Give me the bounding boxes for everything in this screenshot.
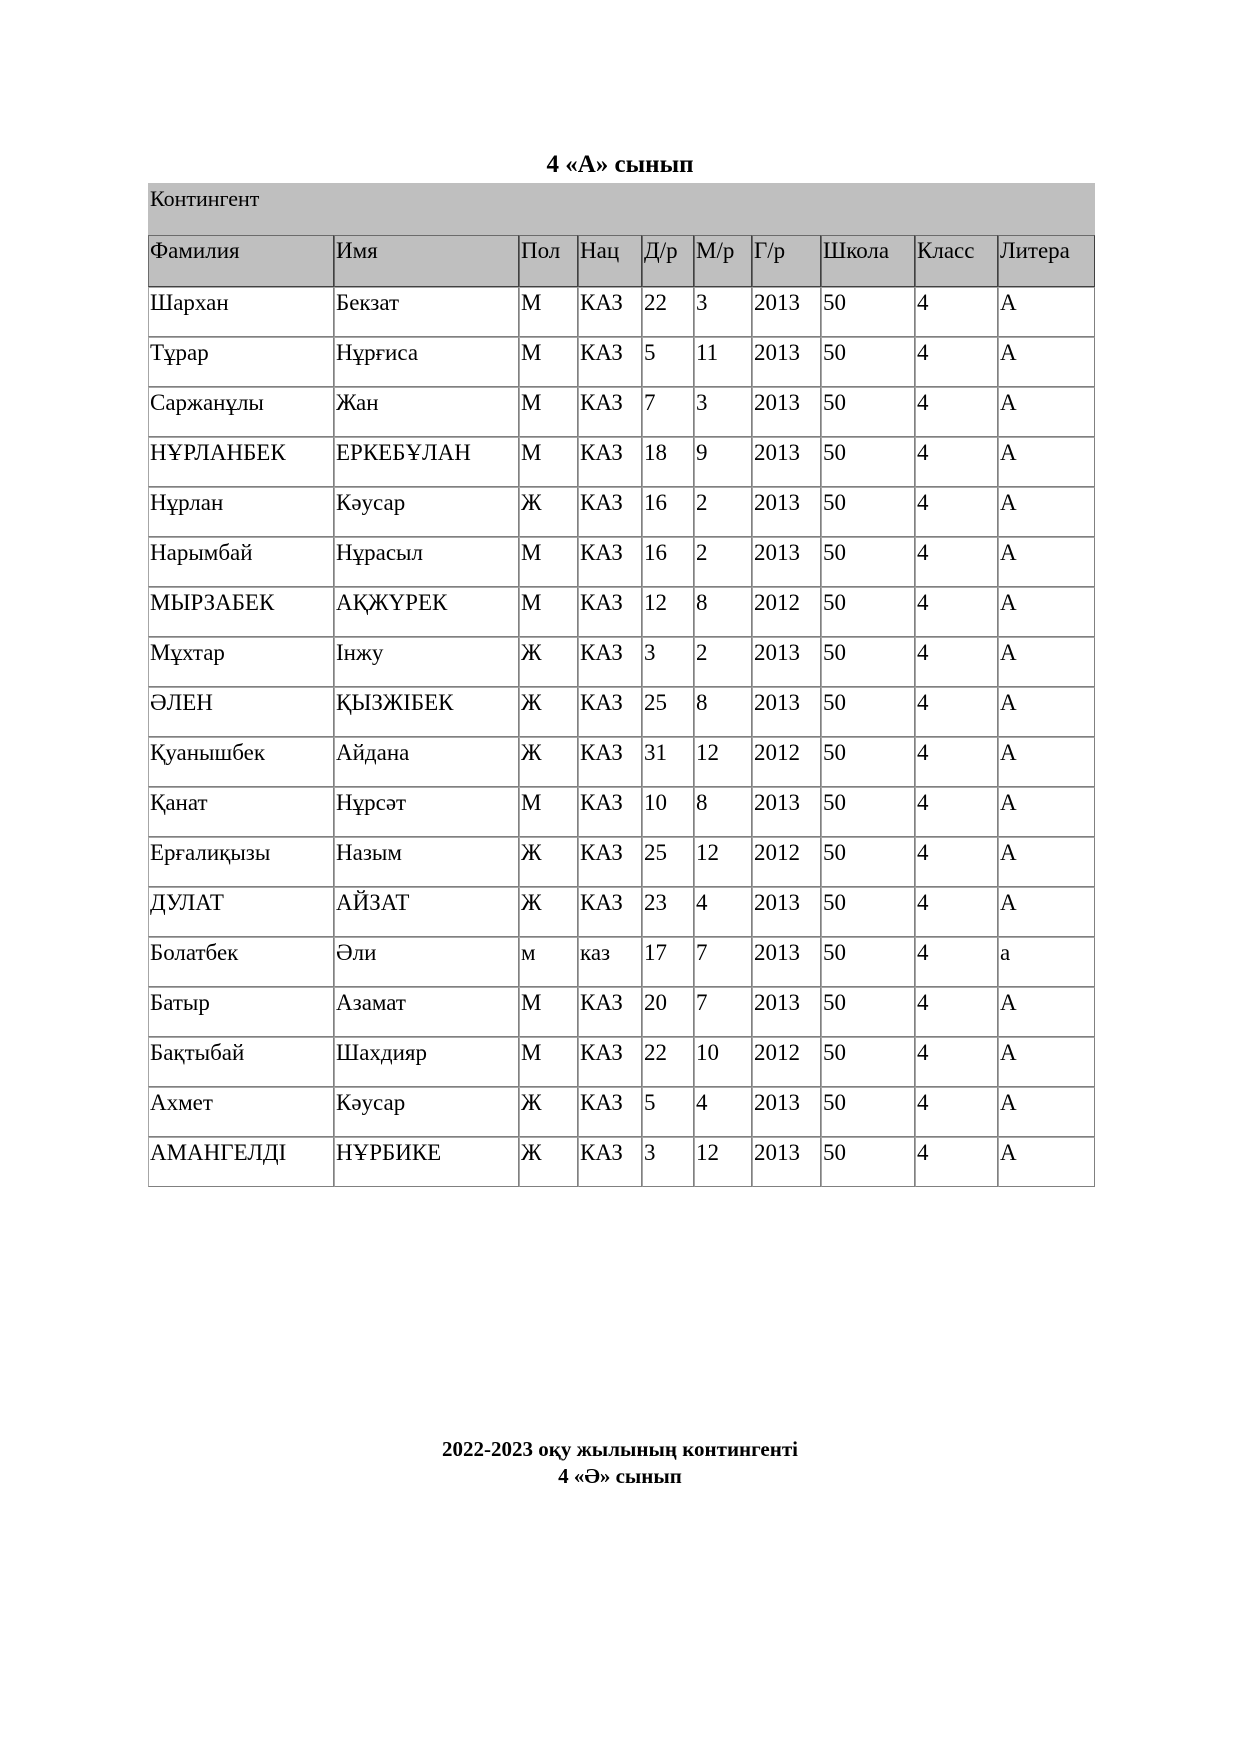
cell-grade: 4 [915, 387, 998, 437]
cell-nationality: КАЗ [578, 1037, 642, 1087]
cell-school: 50 [821, 1087, 915, 1137]
cell-letter: А [998, 587, 1095, 637]
cell-birth-year: 2013 [752, 337, 821, 387]
cell-gender: М [519, 587, 578, 637]
header-letter: Литера [998, 235, 1095, 287]
cell-school: 50 [821, 537, 915, 587]
cell-gender: Ж [519, 887, 578, 937]
cell-birth-year: 2013 [752, 1137, 821, 1187]
table-row [148, 687, 1095, 737]
cell-birth-month: 3 [694, 387, 752, 437]
cell-birth-month: 3 [694, 287, 752, 337]
cell-birth-month: 4 [694, 887, 752, 937]
cell-gender: Ж [519, 637, 578, 687]
cell-letter: А [998, 1087, 1095, 1137]
table-row [148, 537, 1095, 587]
cell-nationality: КАЗ [578, 437, 642, 487]
cell-surname: Саржанұлы [148, 387, 334, 437]
cell-birth-year: 2012 [752, 587, 821, 637]
cell-gender: М [519, 437, 578, 487]
cell-birth-day: 5 [642, 337, 694, 387]
cell-surname: Қуанышбек [148, 737, 334, 787]
cell-surname: Болатбек [148, 937, 334, 987]
cell-name: Азамат [334, 987, 519, 1037]
cell-school: 50 [821, 1037, 915, 1087]
header-gender: Пол [519, 235, 578, 287]
cell-letter: А [998, 637, 1095, 687]
cell-letter: А [998, 1137, 1095, 1187]
cell-school: 50 [821, 687, 915, 737]
table-row [148, 337, 1095, 387]
header-birth-day: Д/р [642, 235, 694, 287]
table-row [148, 287, 1095, 337]
cell-birth-month: 7 [694, 987, 752, 1037]
cell-name: ЕРКЕБҰЛАН [334, 437, 519, 487]
cell-birth-month: 2 [694, 487, 752, 537]
cell-surname: Ерғалиқызы [148, 837, 334, 887]
cell-letter: А [998, 987, 1095, 1037]
table-row [148, 1087, 1095, 1137]
header-name: Имя [334, 235, 519, 287]
cell-birth-year: 2012 [752, 737, 821, 787]
cell-letter: А [998, 687, 1095, 737]
cell-school: 50 [821, 737, 915, 787]
cell-letter: А [998, 1037, 1095, 1087]
cell-letter: А [998, 387, 1095, 437]
cell-grade: 4 [915, 337, 998, 387]
cell-school: 50 [821, 937, 915, 987]
table-row [148, 387, 1095, 437]
cell-school: 50 [821, 387, 915, 437]
cell-grade: 4 [915, 487, 998, 537]
cell-nationality: КАЗ [578, 987, 642, 1037]
cell-gender: М [519, 787, 578, 837]
cell-school: 50 [821, 887, 915, 937]
table-row [148, 787, 1095, 837]
cell-nationality: КАЗ [578, 387, 642, 437]
cell-letter: А [998, 837, 1095, 887]
cell-birth-day: 20 [642, 987, 694, 1037]
cell-name: Кәусар [334, 1087, 519, 1137]
cell-birth-year: 2013 [752, 887, 821, 937]
table-row [148, 737, 1095, 787]
cell-surname: Бақтыбай [148, 1037, 334, 1087]
table-row [148, 887, 1095, 937]
cell-school: 50 [821, 637, 915, 687]
cell-birth-year: 2013 [752, 487, 821, 537]
cell-name: Інжу [334, 637, 519, 687]
cell-birth-month: 10 [694, 1037, 752, 1087]
table-row [148, 1037, 1095, 1087]
cell-grade: 4 [915, 1037, 998, 1087]
cell-nationality: КАЗ [578, 587, 642, 637]
cell-grade: 4 [915, 787, 998, 837]
cell-name: Кәусар [334, 487, 519, 537]
cell-birth-month: 12 [694, 737, 752, 787]
cell-surname: НҰРЛАНБЕК [148, 437, 334, 487]
cell-birth-day: 18 [642, 437, 694, 487]
cell-school: 50 [821, 787, 915, 837]
cell-birth-day: 5 [642, 1087, 694, 1137]
cell-gender: Ж [519, 1087, 578, 1137]
cell-birth-year: 2013 [752, 687, 821, 737]
cell-birth-year: 2012 [752, 1037, 821, 1087]
cell-surname: Ахмет [148, 1087, 334, 1137]
contingent-table [148, 183, 1095, 1187]
cell-grade: 4 [915, 737, 998, 787]
cell-surname: ДУЛАТ [148, 887, 334, 937]
cell-name: Назым [334, 837, 519, 887]
cell-birth-day: 7 [642, 387, 694, 437]
cell-letter: А [998, 737, 1095, 787]
cell-name: Айдана [334, 737, 519, 787]
cell-letter: А [998, 487, 1095, 537]
cell-birth-day: 17 [642, 937, 694, 987]
cell-letter: А [998, 787, 1095, 837]
cell-letter: а [998, 937, 1095, 987]
cell-gender: М [519, 387, 578, 437]
cell-grade: 4 [915, 937, 998, 987]
cell-nationality: КАЗ [578, 487, 642, 537]
cell-birth-year: 2013 [752, 987, 821, 1037]
cell-birth-year: 2013 [752, 387, 821, 437]
cell-name: Нұрғиса [334, 337, 519, 387]
table-row [148, 637, 1095, 687]
cell-nationality: КАЗ [578, 537, 642, 587]
cell-grade: 4 [915, 537, 998, 587]
cell-birth-year: 2013 [752, 437, 821, 487]
cell-grade: 4 [915, 587, 998, 637]
cell-birth-month: 7 [694, 937, 752, 987]
footer-year-title: 2022-2023 оқу жылының контингенті [441, 1437, 798, 1461]
cell-gender: Ж [519, 737, 578, 787]
cell-birth-month: 9 [694, 437, 752, 487]
cell-birth-day: 3 [642, 1137, 694, 1187]
cell-surname: Батыр [148, 987, 334, 1037]
cell-grade: 4 [915, 287, 998, 337]
table-caption: Контингент [148, 183, 1095, 235]
cell-gender: М [519, 537, 578, 587]
cell-name: Бекзат [334, 287, 519, 337]
cell-nationality: КАЗ [578, 1087, 642, 1137]
cell-birth-day: 22 [642, 287, 694, 337]
cell-grade: 4 [915, 687, 998, 737]
cell-birth-month: 12 [694, 837, 752, 887]
cell-birth-day: 3 [642, 637, 694, 687]
cell-birth-day: 31 [642, 737, 694, 787]
header-nationality: Нац [578, 235, 642, 287]
cell-nationality: КАЗ [578, 737, 642, 787]
cell-school: 50 [821, 287, 915, 337]
cell-letter: А [998, 287, 1095, 337]
cell-birth-year: 2013 [752, 287, 821, 337]
footer-class-title: 4 «Ә» сынып [558, 1464, 682, 1488]
cell-nationality: КАЗ [578, 1137, 642, 1187]
cell-letter: А [998, 537, 1095, 587]
cell-gender: М [519, 1037, 578, 1087]
cell-name: АҚЖҮРЕК [334, 587, 519, 637]
table-row [148, 437, 1095, 487]
cell-birth-day: 16 [642, 537, 694, 587]
cell-birth-month: 4 [694, 1087, 752, 1137]
page-title: 4 «А» сынып [546, 151, 694, 178]
cell-birth-month: 12 [694, 1137, 752, 1187]
cell-birth-day: 12 [642, 587, 694, 637]
cell-birth-month: 8 [694, 687, 752, 737]
cell-birth-month: 8 [694, 787, 752, 837]
cell-school: 50 [821, 1137, 915, 1187]
cell-birth-month: 8 [694, 587, 752, 637]
cell-grade: 4 [915, 887, 998, 937]
cell-birth-month: 11 [694, 337, 752, 387]
table-row [148, 987, 1095, 1037]
cell-birth-day: 23 [642, 887, 694, 937]
cell-surname: Мұхтар [148, 637, 334, 687]
header-surname: Фамилия [148, 235, 334, 287]
cell-grade: 4 [915, 987, 998, 1037]
cell-gender: Ж [519, 1137, 578, 1187]
table-row [148, 837, 1095, 887]
cell-birth-year: 2013 [752, 537, 821, 587]
cell-grade: 4 [915, 637, 998, 687]
cell-birth-year: 2013 [752, 937, 821, 987]
header-birth-year: Г/р [752, 235, 821, 287]
cell-birth-day: 25 [642, 837, 694, 887]
cell-birth-year: 2013 [752, 787, 821, 837]
cell-nationality: КАЗ [578, 787, 642, 837]
cell-gender: М [519, 287, 578, 337]
cell-letter: А [998, 437, 1095, 487]
cell-surname: ӘЛЕН [148, 687, 334, 737]
table-caption-row [148, 183, 1095, 235]
cell-gender: М [519, 337, 578, 387]
header-school: Школа [821, 235, 915, 287]
cell-surname: Қанат [148, 787, 334, 837]
cell-birth-month: 2 [694, 637, 752, 687]
cell-name: Нұрасыл [334, 537, 519, 587]
cell-letter: А [998, 887, 1095, 937]
cell-nationality: КАЗ [578, 337, 642, 387]
cell-nationality: КАЗ [578, 687, 642, 737]
cell-nationality: КАЗ [578, 287, 642, 337]
cell-nationality: КАЗ [578, 837, 642, 887]
cell-gender: м [519, 937, 578, 987]
cell-school: 50 [821, 487, 915, 537]
cell-gender: Ж [519, 837, 578, 887]
cell-grade: 4 [915, 837, 998, 887]
cell-name: Жан [334, 387, 519, 437]
cell-grade: 4 [915, 437, 998, 487]
cell-name: НҰРБИКЕ [334, 1137, 519, 1187]
cell-name: ҚЫЗЖІБЕК [334, 687, 519, 737]
cell-surname: АМАНГЕЛДІ [148, 1137, 334, 1187]
cell-gender: М [519, 987, 578, 1037]
table-row [148, 487, 1095, 537]
cell-surname: Нұрлан [148, 487, 334, 537]
cell-birth-day: 16 [642, 487, 694, 537]
cell-grade: 4 [915, 1137, 998, 1187]
table-row [148, 937, 1095, 987]
cell-nationality: КАЗ [578, 887, 642, 937]
cell-nationality: КАЗ [578, 637, 642, 687]
cell-school: 50 [821, 987, 915, 1037]
cell-surname: Нарымбай [148, 537, 334, 587]
cell-birth-day: 25 [642, 687, 694, 737]
cell-birth-month: 2 [694, 537, 752, 587]
cell-birth-year: 2013 [752, 1087, 821, 1137]
cell-school: 50 [821, 837, 915, 887]
table-row [148, 587, 1095, 637]
table-header-row [148, 235, 1095, 287]
table-row [148, 1137, 1095, 1187]
cell-surname: Тұрар [148, 337, 334, 387]
cell-school: 50 [821, 337, 915, 387]
cell-grade: 4 [915, 1087, 998, 1137]
header-grade: Класс [915, 235, 998, 287]
cell-name: Әли [334, 937, 519, 987]
cell-nationality: каз [578, 937, 642, 987]
cell-school: 50 [821, 437, 915, 487]
cell-school: 50 [821, 587, 915, 637]
cell-surname: МЫРЗАБЕК [148, 587, 334, 637]
cell-name: Шахдияр [334, 1037, 519, 1087]
cell-gender: Ж [519, 687, 578, 737]
header-birth-month: М/р [694, 235, 752, 287]
cell-name: Нұрсәт [334, 787, 519, 837]
cell-letter: А [998, 337, 1095, 387]
cell-name: АЙЗАТ [334, 887, 519, 937]
cell-birth-year: 2013 [752, 637, 821, 687]
cell-gender: Ж [519, 487, 578, 537]
cell-birth-day: 10 [642, 787, 694, 837]
cell-surname: Шархан [148, 287, 334, 337]
cell-birth-day: 22 [642, 1037, 694, 1087]
cell-birth-year: 2012 [752, 837, 821, 887]
